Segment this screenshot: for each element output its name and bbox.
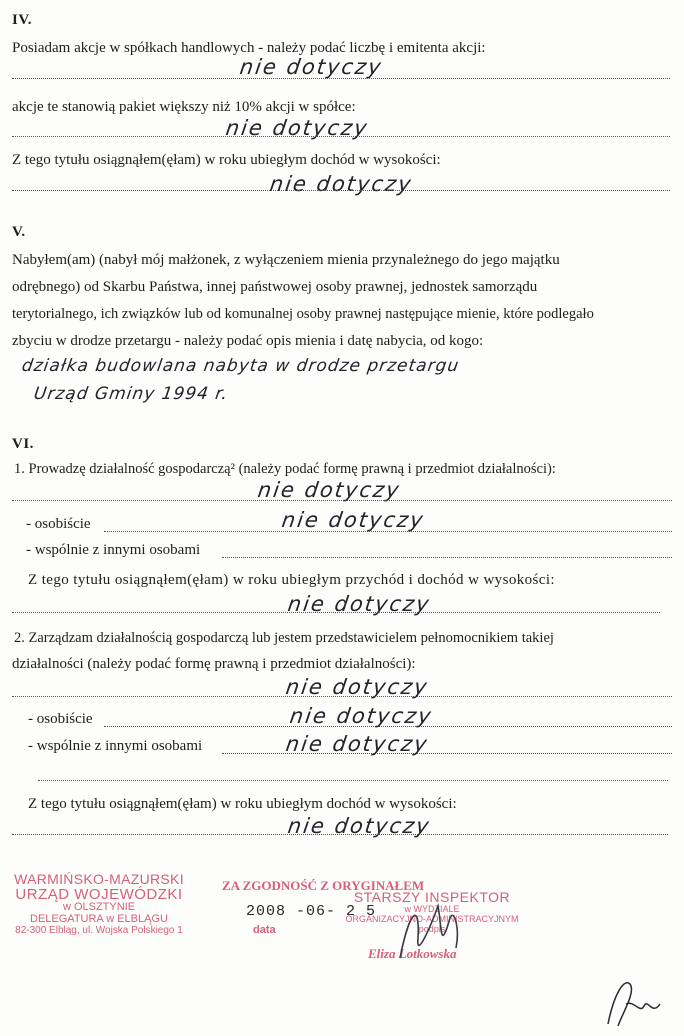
dotted-line [12, 78, 670, 79]
dotted-line [12, 696, 672, 697]
inspector-sign-label: podpis [418, 924, 446, 935]
inspector-dept: w WYDZIALE [404, 904, 460, 915]
section-v-text-line: terytorialnego, ich związków lub od komunalnej osoby prawnej następujące mienie, które podlegało [12, 306, 594, 322]
section-v-text-line: odrębnego) od Skarbu Państwa, innej państwowej osoby prawnej, jednostek samorządu [12, 279, 538, 295]
section-vi-manage-joint-answer: nie dotyczy [284, 732, 431, 756]
section-vi-business-text: 1. Prowadzę działalność gospodarczą² (należy podać formę prawną i przedmiot działalności): [14, 461, 556, 477]
office-stamp-line: 82-300 Elbląg, ul. Wojska Polskiego 1 [15, 924, 183, 936]
office-stamp-line: WARMIŃSKO-MAZURSKI [14, 871, 184, 887]
stamp-date: 2008 -06- 2 5 [246, 903, 377, 920]
section-v-header: V. [12, 224, 26, 240]
dotted-line [12, 612, 660, 613]
dotted-line [222, 557, 672, 558]
section-vi-manage-income-answer: nie dotyczy [286, 814, 433, 838]
section-vi-personal-label: - osobiście [26, 516, 91, 532]
dotted-line [12, 834, 668, 835]
author-signature-icon [600, 974, 670, 1032]
section-vi-joint-label: - wspólnie z innymi osobami [26, 542, 201, 558]
section-iv-shares-answer: nie dotyczy [238, 55, 385, 79]
section-vi-header: VI. [12, 436, 34, 452]
section-v-answer-line2: Urząd Gminy 1994 r. [32, 384, 230, 404]
section-iv-shares-text: Posiadam akcje w spółkach handlowych - należy podać liczbę i emitenta akcji: [12, 40, 486, 56]
dotted-line [12, 190, 670, 191]
section-iv-package-text: akcje te stanowią pakiet większy niż 10% akcji w spółce: [12, 99, 356, 115]
section-iv-income-answer: nie dotyczy [268, 172, 415, 196]
section-vi-manage-personal-answer: nie dotyczy [288, 704, 435, 728]
section-v-text-line: Nabyłem(am) (nabył mój małżonek, z wyłączeniem mienia przynależnego do jego majątku [12, 252, 560, 268]
inspector-dept: ORGANIZACYJNO-ADMINISTRACYJNYM [345, 914, 519, 925]
section-vi-manage-text: 2. Zarządzam działalnością gospodarczą lub jestem przedstawicielem pełnomocnikiem takiej [14, 630, 554, 646]
dotted-line [12, 136, 670, 137]
section-vi-personal-answer: nie dotyczy [280, 508, 427, 532]
section-vi-business-answer: nie dotyczy [256, 478, 403, 502]
section-vi-revenue-answer: nie dotyczy [286, 592, 433, 616]
office-stamp-line: DELEGATURA w ELBLĄGU [30, 912, 168, 925]
section-v-text-line: zbyciu w drodze przetargu - należy podać opis mienia i datę nabycia, od kogo: [12, 333, 484, 349]
section-vi-manage-personal-label: - osobiście [28, 711, 93, 727]
section-iv-package-answer: nie dotyczy [224, 116, 371, 140]
section-vi-manage-answer: nie dotyczy [284, 675, 431, 699]
section-vi-manage-joint-label: - wspólnie z innymi osobami [28, 738, 203, 754]
section-vi-revenue-text: Z tego tytułu osiągnąłem(ęłam) w roku ubiegłym przychód i dochód w wysokości: [28, 572, 555, 588]
inspector-signature-icon [390, 898, 470, 968]
section-v-answer-line1: działka budowlana nabyta w drodze przetargu [20, 356, 461, 376]
conformity-stamp: ZA ZGODNOŚĆ Z ORYGINAŁEM [222, 878, 425, 893]
office-stamp-line: URZĄD WOJEWÓDZKI [15, 885, 183, 903]
dotted-line [12, 500, 672, 501]
stamp-date-label: data [253, 924, 276, 936]
inspector-title: STARSZY INSPEKTOR [353, 889, 511, 905]
section-vi-manage-income-text: Z tego tytułu osiągnąłem(ęłam) w roku ubiegłym dochód w wysokości: [28, 796, 457, 812]
dotted-line [38, 780, 668, 781]
office-stamp-line: w OLSZTYNIE [62, 901, 136, 914]
inspector-name: Eliza Lotkowska [368, 946, 457, 961]
office-stamp [4, 872, 194, 936]
section-iv-header: IV. [12, 12, 32, 28]
section-vi-manage-text: działalności (należy podać formę prawną i przedmiot działalności): [12, 656, 416, 672]
section-iv-income-text: Z tego tytułu osiągnąłem(ęłam) w roku ubiegłym dochód w wysokości: [12, 152, 441, 168]
